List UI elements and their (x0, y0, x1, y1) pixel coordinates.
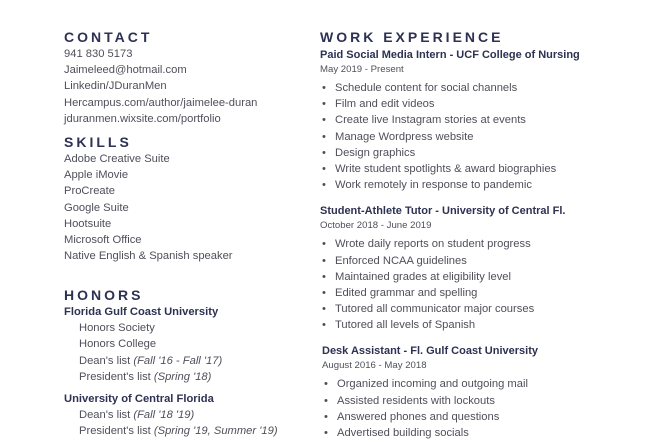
bullet-icon: • (322, 286, 326, 299)
list-item: • Design graphics (320, 145, 640, 161)
skill-item: Native English & Spanish speaker (64, 250, 233, 263)
job-dates: May 2019 - Present (320, 64, 404, 75)
bullet-icon: • (322, 130, 326, 143)
job-bullets (320, 236, 640, 333)
bullet-icon: • (322, 114, 326, 127)
job-dates: October 2018 - June 2019 (320, 220, 432, 232)
work-heading: WORK EXPERIENCE (320, 29, 504, 45)
bullet-icon: • (324, 378, 328, 391)
list-item: • Answered phones and questions (322, 409, 640, 425)
bullet-icon: • (324, 427, 328, 439)
honors-org-fgcu: Florida Gulf Coast University (64, 306, 219, 319)
job-title: Desk Assistant - Fl. Gulf Coast University (322, 345, 538, 358)
honor-detail: (Spring '18) (153, 370, 212, 383)
bullet-icon: • (322, 238, 326, 251)
job-bullets (322, 376, 640, 441)
list-item: • Write student spotlights & award biographies (320, 161, 640, 177)
bullet-icon: • (322, 98, 326, 111)
honors-section (64, 286, 304, 439)
honor-label: Dean's list (79, 409, 131, 421)
honor-item (64, 320, 304, 336)
skills-heading: SKILLS (64, 133, 132, 150)
bullet-icon: • (324, 394, 328, 407)
contact-heading: CONTACT (64, 29, 153, 45)
list-item: • Manage Wordpress website (320, 129, 640, 145)
honor-detail: (Fall '18 '19) (133, 409, 195, 421)
list-item: • Wrote daily reports on student progress (320, 236, 640, 252)
honor-label: Honors College (79, 338, 157, 351)
honor-detail: (Spring '19, Summer '19) (153, 425, 278, 438)
job-entry (320, 48, 640, 193)
honor-label: Dean's list (79, 354, 131, 367)
list-item: • Schedule content for social channels (320, 80, 640, 96)
bullet-icon: • (322, 319, 326, 332)
honor-item (64, 353, 304, 369)
contact-email: Jaimeleed@hotmail.com (64, 64, 187, 77)
list-item: • Advertised building socials (322, 425, 640, 441)
list-item: • Create live Instagram stories at events (320, 112, 640, 128)
list-item: • Edited grammar and spelling (320, 285, 640, 301)
skills-section (64, 133, 304, 264)
skill-item: ProCreate (64, 185, 115, 198)
contact-section (64, 28, 304, 127)
honors-heading: HONORS (64, 287, 144, 304)
job-title: Paid Social Media Intern - UCF College of Nursing (320, 49, 580, 61)
bullet-icon: • (322, 179, 326, 192)
bullet-icon: • (322, 146, 326, 159)
skill-item: Adobe Creative Suite (64, 152, 170, 165)
honor-item (64, 336, 304, 352)
job-entry (320, 344, 640, 441)
honor-item (64, 407, 304, 423)
skill-item: Hootsuite (64, 217, 112, 230)
list-item: • Assisted residents with lockouts (322, 393, 640, 409)
list-item: • Work remotely in response to pandemic (320, 177, 640, 193)
job-bullets (320, 80, 640, 193)
left-column (64, 28, 304, 439)
honor-item (64, 423, 304, 439)
honor-item (64, 369, 304, 385)
bullet-icon: • (322, 303, 326, 316)
list-item: • Film and edit videos (320, 96, 640, 112)
skill-item: Google Suite (64, 201, 129, 214)
honor-label: Honors Society (79, 322, 155, 335)
contact-portfolio: jduranmen.wixsite.com/portfolio (64, 112, 221, 125)
contact-hercampus: Hercampus.com/author/jaimelee-duran (64, 96, 258, 109)
contact-phone: 941 830 5173 (64, 48, 133, 60)
honor-label: President's list (79, 370, 151, 383)
honor-detail: (Fall '16 - Fall '17) (133, 354, 223, 367)
list-item: • Organized incoming and outgoing mail (322, 376, 640, 392)
honors-org-ucf: University of Central Florida (64, 393, 214, 405)
job-dates: August 2016 - May 2018 (322, 360, 427, 372)
contact-linkedin: Linkedin/JDuranMen (64, 80, 167, 93)
list-item: • Maintained grades at eligibility level (320, 269, 640, 285)
honor-label: President's list (79, 425, 151, 438)
bullet-icon: • (322, 162, 326, 175)
job-title: Student-Athlete Tutor - University of Central Fl. (320, 205, 566, 218)
bullet-icon: • (324, 410, 328, 423)
skill-item: Microsoft Office (64, 233, 142, 246)
right-column (320, 28, 640, 441)
bullet-icon: • (322, 270, 326, 283)
bullet-icon: • (322, 82, 326, 94)
list-item: • Enforced NCAA guidelines (320, 253, 640, 269)
bullet-icon: • (322, 254, 326, 267)
skill-item: Apple iMovie (64, 169, 129, 182)
job-entry (320, 204, 640, 333)
list-item: • Tutored all levels of Spanish (320, 317, 640, 333)
list-item: • Tutored all communicator major courses (320, 301, 640, 317)
